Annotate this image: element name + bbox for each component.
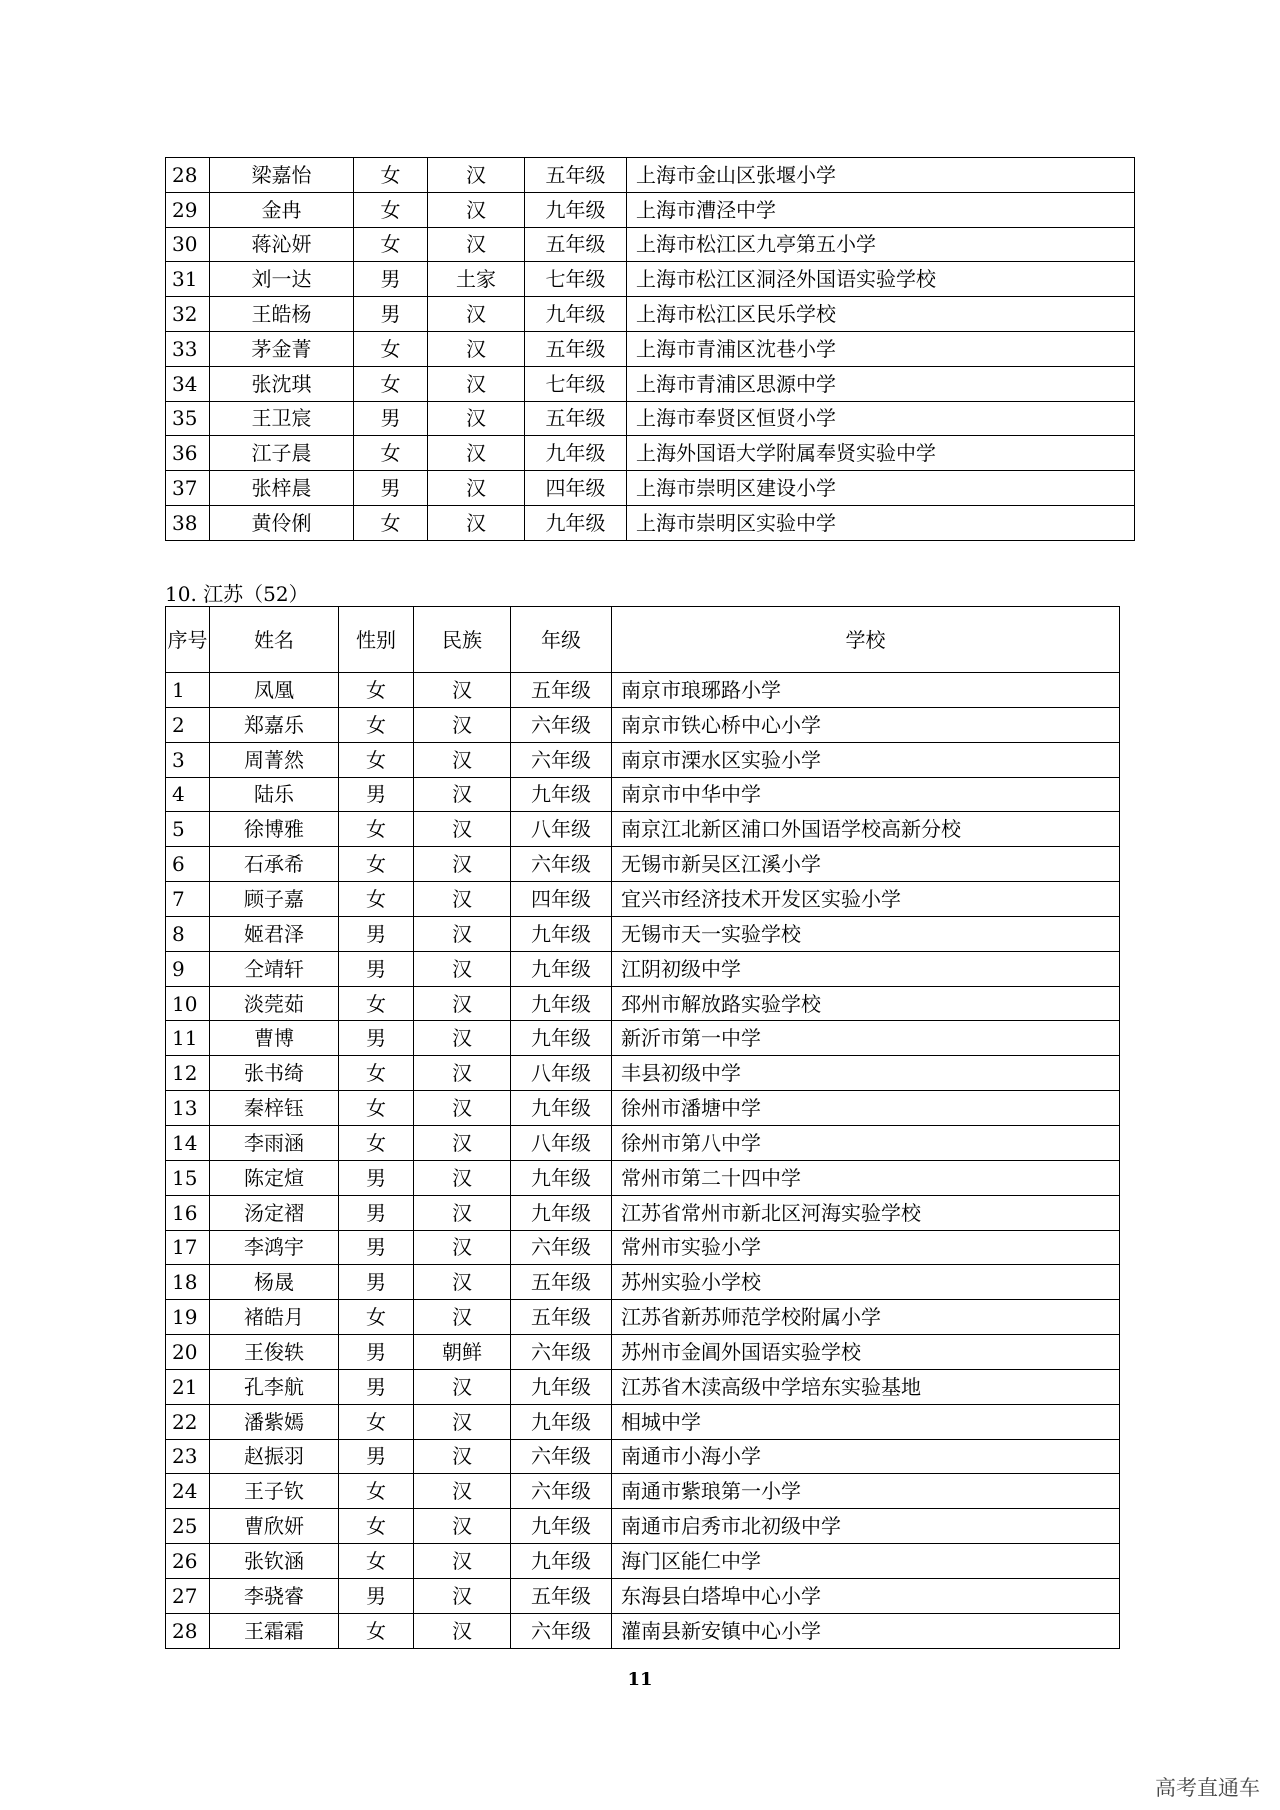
- table-row: [166, 707, 1120, 742]
- cell-grade: 九年级: [511, 1509, 612, 1544]
- cell-name: 黄伶俐: [210, 505, 354, 540]
- cell-ethnicity: 汉: [414, 986, 511, 1021]
- cell-ethnicity: 汉: [414, 777, 511, 812]
- cell-name: 陈定煊: [210, 1160, 339, 1195]
- cell-name: 梁嘉怡: [210, 158, 354, 193]
- header-gender: 性别: [339, 607, 414, 673]
- cell-school: 相城中学: [612, 1404, 1120, 1439]
- cell-gender: 女: [339, 1300, 414, 1335]
- table-row: [166, 1578, 1120, 1613]
- cell-name: 江子晨: [210, 436, 354, 471]
- cell-ethnicity: 汉: [428, 366, 525, 401]
- header-ethnicity: 民族: [414, 607, 511, 673]
- table-row: [166, 401, 1135, 436]
- cell-name: 赵振羽: [210, 1439, 339, 1474]
- cell-name: 姬君泽: [210, 916, 339, 951]
- cell-gender: 男: [339, 1230, 414, 1265]
- cell-ethnicity: 汉: [428, 401, 525, 436]
- cell-school: 南京江北新区浦口外国语学校高新分校: [612, 812, 1120, 847]
- cell-name: 王皓杨: [210, 297, 354, 332]
- cell-grade: 六年级: [511, 1439, 612, 1474]
- cell-school: 江阴初级中学: [612, 951, 1120, 986]
- cell-grade: 九年级: [511, 1404, 612, 1439]
- cell-ethnicity: 汉: [414, 1091, 511, 1126]
- cell-name: 曹欣妍: [210, 1509, 339, 1544]
- cell-gender: 男: [354, 297, 428, 332]
- cell-school: 南京市铁心桥中心小学: [612, 707, 1120, 742]
- cell-grade: 五年级: [525, 158, 627, 193]
- cell-seq: 11: [166, 1021, 210, 1056]
- cell-seq: 23: [166, 1439, 210, 1474]
- table-row: [166, 1125, 1120, 1160]
- cell-name: 汤定褶: [210, 1195, 339, 1230]
- cell-name: 徐博雅: [210, 812, 339, 847]
- cell-grade: 六年级: [511, 1613, 612, 1648]
- cell-seq: 1: [166, 673, 210, 708]
- cell-grade: 四年级: [511, 882, 612, 917]
- cell-seq: 20: [166, 1335, 210, 1370]
- table-row: [166, 1160, 1120, 1195]
- cell-seq: 33: [166, 331, 210, 366]
- cell-name: 淡莞茹: [210, 986, 339, 1021]
- table-row: [166, 986, 1120, 1021]
- cell-gender: 女: [339, 1613, 414, 1648]
- cell-gender: 男: [339, 1021, 414, 1056]
- cell-school: 江苏省新苏师范学校附属小学: [612, 1300, 1120, 1335]
- header-seq: 序号: [166, 607, 210, 673]
- cell-school: 宜兴市经济技术开发区实验小学: [612, 882, 1120, 917]
- cell-name: 褚皓月: [210, 1300, 339, 1335]
- cell-ethnicity: 汉: [428, 158, 525, 193]
- cell-seq: 2: [166, 707, 210, 742]
- cell-ethnicity: 汉: [414, 1509, 511, 1544]
- watermark: 高考直通车: [1155, 1776, 1260, 1800]
- cell-seq: 28: [166, 1613, 210, 1648]
- cell-grade: 五年级: [511, 1578, 612, 1613]
- cell-ethnicity: 朝鲜: [414, 1335, 511, 1370]
- cell-ethnicity: 汉: [414, 742, 511, 777]
- cell-seq: 16: [166, 1195, 210, 1230]
- cell-gender: 男: [339, 1578, 414, 1613]
- cell-school: 上海市崇明区建设小学: [627, 471, 1135, 506]
- cell-grade: 四年级: [525, 471, 627, 506]
- table-header-row: [166, 607, 1120, 673]
- cell-seq: 34: [166, 366, 210, 401]
- cell-seq: 26: [166, 1544, 210, 1579]
- cell-ethnicity: 汉: [414, 1474, 511, 1509]
- cell-seq: 5: [166, 812, 210, 847]
- cell-gender: 女: [339, 1056, 414, 1091]
- cell-school: 南京市琅琊路小学: [612, 673, 1120, 708]
- cell-seq: 24: [166, 1474, 210, 1509]
- cell-grade: 九年级: [511, 986, 612, 1021]
- cell-name: 潘紫嫣: [210, 1404, 339, 1439]
- cell-gender: 男: [354, 262, 428, 297]
- cell-school: 常州市实验小学: [612, 1230, 1120, 1265]
- cell-grade: 七年级: [525, 366, 627, 401]
- cell-seq: 37: [166, 471, 210, 506]
- cell-seq: 30: [166, 227, 210, 262]
- cell-grade: 五年级: [511, 1265, 612, 1300]
- cell-school: 南京市中华中学: [612, 777, 1120, 812]
- cell-school: 南通市启秀市北初级中学: [612, 1509, 1120, 1544]
- cell-ethnicity: 汉: [414, 812, 511, 847]
- cell-seq: 22: [166, 1404, 210, 1439]
- cell-ethnicity: 汉: [414, 1578, 511, 1613]
- cell-seq: 17: [166, 1230, 210, 1265]
- header-school: 学校: [612, 607, 1120, 673]
- cell-grade: 五年级: [511, 673, 612, 708]
- cell-seq: 35: [166, 401, 210, 436]
- cell-grade: 九年级: [525, 192, 627, 227]
- cell-name: 郑嘉乐: [210, 707, 339, 742]
- table-row: [166, 882, 1120, 917]
- cell-gender: 女: [339, 1509, 414, 1544]
- cell-school: 无锡市新吴区江溪小学: [612, 847, 1120, 882]
- table-row: [166, 812, 1120, 847]
- shanghai-continued-table: [165, 157, 1135, 541]
- cell-gender: 女: [339, 1404, 414, 1439]
- cell-ethnicity: 汉: [414, 1404, 511, 1439]
- section-title-jiangsu: 10. 江苏（52）: [165, 582, 309, 606]
- cell-seq: 25: [166, 1509, 210, 1544]
- cell-name: 王卫宸: [210, 401, 354, 436]
- table-row: [166, 777, 1120, 812]
- cell-name: 孔李航: [210, 1369, 339, 1404]
- cell-name: 金冉: [210, 192, 354, 227]
- jiangsu-table: [165, 606, 1120, 1649]
- cell-ethnicity: 汉: [414, 847, 511, 882]
- cell-gender: 女: [339, 986, 414, 1021]
- cell-ethnicity: 汉: [414, 951, 511, 986]
- cell-gender: 男: [354, 401, 428, 436]
- cell-grade: 九年级: [525, 436, 627, 471]
- cell-gender: 男: [339, 777, 414, 812]
- cell-seq: 8: [166, 916, 210, 951]
- cell-school: 南通市紫琅第一小学: [612, 1474, 1120, 1509]
- table-row: [166, 192, 1135, 227]
- cell-gender: 女: [339, 742, 414, 777]
- cell-school: 南通市小海小学: [612, 1439, 1120, 1474]
- cell-gender: 女: [339, 847, 414, 882]
- cell-seq: 29: [166, 192, 210, 227]
- cell-name: 凤凰: [210, 673, 339, 708]
- cell-ethnicity: 汉: [428, 436, 525, 471]
- table-row: [166, 1335, 1120, 1370]
- cell-ethnicity: 汉: [414, 882, 511, 917]
- cell-name: 李骁睿: [210, 1578, 339, 1613]
- cell-seq: 36: [166, 436, 210, 471]
- cell-gender: 女: [339, 812, 414, 847]
- table-row: [166, 1439, 1120, 1474]
- table-row: [166, 916, 1120, 951]
- cell-school: 上海市松江区民乐学校: [627, 297, 1135, 332]
- cell-seq: 21: [166, 1369, 210, 1404]
- cell-grade: 九年级: [525, 505, 627, 540]
- table-row: [166, 742, 1120, 777]
- cell-gender: 女: [354, 192, 428, 227]
- cell-seq: 28: [166, 158, 210, 193]
- cell-gender: 男: [339, 1369, 414, 1404]
- cell-ethnicity: 汉: [428, 331, 525, 366]
- cell-name: 蒋沁妍: [210, 227, 354, 262]
- cell-school: 上海外国语大学附属奉贤实验中学: [627, 436, 1135, 471]
- cell-ethnicity: 汉: [414, 1056, 511, 1091]
- cell-ethnicity: 汉: [414, 673, 511, 708]
- cell-seq: 31: [166, 262, 210, 297]
- cell-name: 顾子嘉: [210, 882, 339, 917]
- cell-ethnicity: 汉: [428, 192, 525, 227]
- cell-name: 王俊轶: [210, 1335, 339, 1370]
- cell-name: 王子钦: [210, 1474, 339, 1509]
- cell-name: 杨晟: [210, 1265, 339, 1300]
- cell-seq: 32: [166, 297, 210, 332]
- cell-gender: 女: [339, 1091, 414, 1126]
- cell-gender: 女: [339, 882, 414, 917]
- table-row: [166, 1195, 1120, 1230]
- cell-school: 南京市溧水区实验小学: [612, 742, 1120, 777]
- table-row: [166, 1369, 1120, 1404]
- cell-ethnicity: 汉: [414, 1160, 511, 1195]
- cell-grade: 九年级: [511, 1544, 612, 1579]
- cell-seq: 10: [166, 986, 210, 1021]
- cell-ethnicity: 汉: [428, 227, 525, 262]
- cell-gender: 女: [354, 436, 428, 471]
- cell-school: 上海市松江区洞泾外国语实验学校: [627, 262, 1135, 297]
- cell-gender: 女: [354, 505, 428, 540]
- table-row: [166, 262, 1135, 297]
- cell-school: 上海市奉贤区恒贤小学: [627, 401, 1135, 436]
- cell-gender: 女: [339, 673, 414, 708]
- cell-name: 陆乐: [210, 777, 339, 812]
- cell-ethnicity: 汉: [428, 297, 525, 332]
- cell-ethnicity: 汉: [414, 1265, 511, 1300]
- cell-seq: 13: [166, 1091, 210, 1126]
- cell-name: 李鸿宇: [210, 1230, 339, 1265]
- table-row: [166, 227, 1135, 262]
- table-row: [166, 673, 1120, 708]
- cell-ethnicity: 汉: [414, 1544, 511, 1579]
- table-row: [166, 1509, 1120, 1544]
- cell-school: 海门区能仁中学: [612, 1544, 1120, 1579]
- cell-school: 无锡市天一实验学校: [612, 916, 1120, 951]
- cell-grade: 六年级: [511, 707, 612, 742]
- cell-grade: 八年级: [511, 1056, 612, 1091]
- cell-gender: 男: [339, 916, 414, 951]
- cell-gender: 女: [354, 331, 428, 366]
- cell-name: 张梓晨: [210, 471, 354, 506]
- cell-school: 江苏省木渎高级中学培东实验基地: [612, 1369, 1120, 1404]
- table-row: [166, 1544, 1120, 1579]
- cell-school: 邳州市解放路实验学校: [612, 986, 1120, 1021]
- cell-name: 张书绮: [210, 1056, 339, 1091]
- cell-school: 灌南县新安镇中心小学: [612, 1613, 1120, 1648]
- cell-school: 徐州市潘塘中学: [612, 1091, 1120, 1126]
- cell-name: 李雨涵: [210, 1125, 339, 1160]
- cell-ethnicity: 汉: [428, 471, 525, 506]
- table-row: [166, 436, 1135, 471]
- cell-school: 上海市青浦区思源中学: [627, 366, 1135, 401]
- cell-gender: 男: [339, 1335, 414, 1370]
- header-name: 姓名: [210, 607, 339, 673]
- cell-ethnicity: 汉: [414, 1439, 511, 1474]
- cell-school: 常州市第二十四中学: [612, 1160, 1120, 1195]
- cell-grade: 九年级: [511, 1091, 612, 1126]
- cell-grade: 九年级: [525, 297, 627, 332]
- cell-school: 丰县初级中学: [612, 1056, 1120, 1091]
- cell-gender: 男: [339, 951, 414, 986]
- cell-name: 周菁然: [210, 742, 339, 777]
- cell-seq: 3: [166, 742, 210, 777]
- cell-grade: 九年级: [511, 1195, 612, 1230]
- cell-ethnicity: 汉: [414, 1369, 511, 1404]
- cell-gender: 女: [339, 1125, 414, 1160]
- cell-grade: 七年级: [525, 262, 627, 297]
- cell-grade: 九年级: [511, 1021, 612, 1056]
- cell-ethnicity: 汉: [414, 1230, 511, 1265]
- table-row: [166, 158, 1135, 193]
- cell-grade: 五年级: [525, 227, 627, 262]
- table-row: [166, 297, 1135, 332]
- table-row: [166, 331, 1135, 366]
- cell-ethnicity: 汉: [414, 1125, 511, 1160]
- cell-seq: 14: [166, 1125, 210, 1160]
- cell-school: 东海县白塔埠中心小学: [612, 1578, 1120, 1613]
- cell-school: 苏州市金阊外国语实验学校: [612, 1335, 1120, 1370]
- cell-gender: 男: [339, 1160, 414, 1195]
- table-row: [166, 505, 1135, 540]
- cell-grade: 九年级: [511, 1369, 612, 1404]
- cell-ethnicity: 汉: [414, 707, 511, 742]
- cell-school: 上海市青浦区沈巷小学: [627, 331, 1135, 366]
- cell-school: 上海市崇明区实验中学: [627, 505, 1135, 540]
- cell-seq: 19: [166, 1300, 210, 1335]
- cell-school: 苏州实验小学校: [612, 1265, 1120, 1300]
- cell-name: 刘一达: [210, 262, 354, 297]
- table-row: [166, 366, 1135, 401]
- table-row: [166, 1474, 1120, 1509]
- cell-seq: 12: [166, 1056, 210, 1091]
- cell-name: 秦梓钰: [210, 1091, 339, 1126]
- cell-gender: 男: [339, 1265, 414, 1300]
- cell-grade: 五年级: [525, 401, 627, 436]
- cell-gender: 男: [339, 1439, 414, 1474]
- table-row: [166, 847, 1120, 882]
- cell-gender: 男: [339, 1195, 414, 1230]
- cell-seq: 27: [166, 1578, 210, 1613]
- cell-seq: 18: [166, 1265, 210, 1300]
- table-row: [166, 1056, 1120, 1091]
- cell-grade: 九年级: [511, 777, 612, 812]
- table-row: [166, 1230, 1120, 1265]
- cell-ethnicity: 汉: [414, 1613, 511, 1648]
- table-row: [166, 1613, 1120, 1648]
- cell-name: 石承希: [210, 847, 339, 882]
- cell-gender: 女: [339, 1474, 414, 1509]
- cell-grade: 九年级: [511, 951, 612, 986]
- cell-gender: 男: [354, 471, 428, 506]
- cell-gender: 女: [354, 158, 428, 193]
- cell-seq: 38: [166, 505, 210, 540]
- cell-grade: 五年级: [525, 331, 627, 366]
- table-row: [166, 1404, 1120, 1439]
- cell-name: 王霜霜: [210, 1613, 339, 1648]
- table-row: [166, 1265, 1120, 1300]
- cell-grade: 九年级: [511, 1160, 612, 1195]
- cell-grade: 五年级: [511, 1300, 612, 1335]
- table-row: [166, 471, 1135, 506]
- cell-school: 新沂市第一中学: [612, 1021, 1120, 1056]
- cell-school: 徐州市第八中学: [612, 1125, 1120, 1160]
- cell-school: 上海市金山区张堰小学: [627, 158, 1135, 193]
- cell-name: 茅金菁: [210, 331, 354, 366]
- cell-gender: 女: [354, 227, 428, 262]
- cell-grade: 八年级: [511, 812, 612, 847]
- table-row: [166, 1091, 1120, 1126]
- cell-gender: 女: [339, 707, 414, 742]
- cell-ethnicity: 汉: [414, 1300, 511, 1335]
- cell-grade: 六年级: [511, 847, 612, 882]
- cell-seq: 6: [166, 847, 210, 882]
- header-grade: 年级: [511, 607, 612, 673]
- cell-name: 张钦涵: [210, 1544, 339, 1579]
- cell-school: 上海市松江区九亭第五小学: [627, 227, 1135, 262]
- table-row: [166, 1300, 1120, 1335]
- cell-gender: 女: [339, 1544, 414, 1579]
- cell-ethnicity: 汉: [428, 505, 525, 540]
- cell-grade: 九年级: [511, 916, 612, 951]
- cell-seq: 4: [166, 777, 210, 812]
- cell-ethnicity: 汉: [414, 1195, 511, 1230]
- cell-ethnicity: 汉: [414, 1021, 511, 1056]
- cell-name: 曹博: [210, 1021, 339, 1056]
- cell-ethnicity: 土家: [428, 262, 525, 297]
- table-row: [166, 1021, 1120, 1056]
- cell-school: 江苏省常州市新北区河海实验学校: [612, 1195, 1120, 1230]
- cell-grade: 六年级: [511, 1474, 612, 1509]
- cell-name: 仝靖轩: [210, 951, 339, 986]
- cell-seq: 9: [166, 951, 210, 986]
- cell-ethnicity: 汉: [414, 916, 511, 951]
- cell-seq: 7: [166, 882, 210, 917]
- cell-grade: 六年级: [511, 1335, 612, 1370]
- page-number: 11: [627, 1669, 653, 1690]
- table-row: [166, 951, 1120, 986]
- cell-grade: 六年级: [511, 742, 612, 777]
- cell-grade: 八年级: [511, 1125, 612, 1160]
- cell-grade: 六年级: [511, 1230, 612, 1265]
- jiangsu-table-body: [166, 673, 1120, 1649]
- cell-gender: 女: [354, 366, 428, 401]
- cell-seq: 15: [166, 1160, 210, 1195]
- cell-name: 张沈琪: [210, 366, 354, 401]
- shanghai-table-body: [166, 158, 1135, 541]
- cell-school: 上海市漕泾中学: [627, 192, 1135, 227]
